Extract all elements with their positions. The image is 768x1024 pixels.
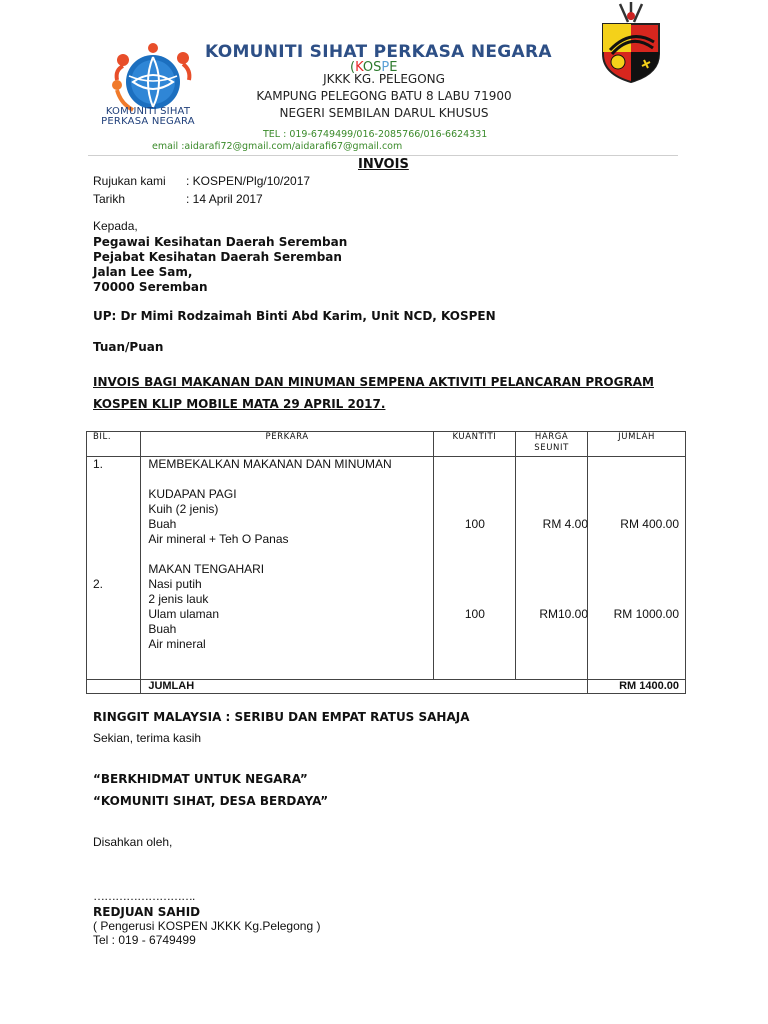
header-harga-line2: SEUNIT: [534, 443, 569, 453]
logo-text-line2: PERKASA NEGARA: [101, 116, 195, 127]
kospe-open: (: [350, 60, 356, 75]
email-line: email :aidarafi72@gmail.com/aidarafi67@gmail.com: [152, 141, 403, 152]
item-2-quantity: 100: [464, 607, 485, 621]
invoice-table: [86, 431, 686, 694]
item-2-subtitle: MAKAN TENGAHARI: [148, 562, 265, 576]
motto-2: “KOMUNITI SIHAT, DESA BERDAYA”: [93, 794, 329, 808]
header-jumlah: JUMLAH: [588, 432, 686, 457]
header-bil: BIL.: [87, 432, 141, 457]
table-total-row: [87, 680, 686, 694]
kospe-s: S: [373, 60, 382, 75]
signer-title: ( Pengerusi KOSPEN JKKK Kg.Pelegong ): [93, 919, 321, 933]
document-title: INVOIS: [358, 157, 409, 172]
header-kuantiti: KUANTITI: [433, 432, 515, 457]
cell-bil: [87, 457, 141, 680]
kospe-k: K: [355, 60, 363, 75]
date-value: : 14 April 2017: [186, 192, 263, 206]
item-2-line-2: 2 jenis lauk: [148, 592, 209, 606]
item-1-line-1: Kuih (2 jenis): [148, 502, 219, 516]
item-1-line-2: Buah: [148, 517, 177, 531]
subject-line-2: KOSPEN KLIP MOBILE MATA 29 APRIL 2017.: [93, 397, 386, 411]
table-header-row: [87, 432, 686, 457]
recipient-line-3: Jalan Lee Sam,: [93, 265, 193, 279]
kospe-o: O: [362, 60, 374, 75]
date-label: Tarikh: [93, 192, 126, 206]
address-line-2: KAMPUNG PELEGONG BATU 8 LABU 71900: [256, 89, 512, 103]
logo-text-line1: KOMUNITI SIHAT: [105, 106, 191, 117]
total-label: JUMLAH: [141, 680, 588, 694]
signer-name: REDJUAN SAHID: [93, 905, 201, 919]
item-1-number: 1.: [93, 457, 104, 471]
address-line-3: NEGERI SEMBILAN DARUL KHUSUS: [279, 106, 489, 120]
header-divider: [88, 155, 678, 156]
table-row: [87, 457, 686, 680]
to-label: Kepada,: [93, 219, 138, 233]
item-2-line-3: Ulam ulaman: [148, 607, 220, 621]
total-empty-cell: [87, 680, 141, 694]
item-2-line-5: Air mineral: [148, 637, 206, 651]
item-1-line-3: Air mineral + Teh O Panas: [148, 532, 289, 546]
header-harga-seunit: [516, 432, 588, 457]
recipient-line-4: 70000 Seremban: [93, 280, 208, 294]
attention-line: UP: Dr Mimi Rodzaimah Binti Abd Karim, Unit NCD, KOSPEN: [93, 309, 496, 323]
kospe-p: P: [381, 60, 390, 75]
amount-in-words: RINGGIT MALAYSIA : SERIBU DAN EMPAT RATUS SAHAJA: [93, 710, 470, 724]
item-2-number: 2.: [93, 577, 104, 591]
telephone-line: TEL : 019-6749499/016-2085766/016-6624331: [263, 129, 488, 140]
negeri-sembilan-crest-icon: [598, 2, 664, 84]
closing-text: Sekian, terima kasih: [93, 731, 202, 745]
address-line-1: JKKK KG. PELEGONG: [323, 72, 445, 86]
subject-line-1: INVOIS BAGI MAKANAN DAN MINUMAN SEMPENA AKTIVITI PELANCARAN PROGRAM: [93, 375, 654, 389]
reference-value: : KOSPEN/Plg/10/2017: [186, 174, 311, 188]
header-harga-line1: HARGA: [534, 432, 569, 442]
item-2-unit-price: RM10.00: [539, 607, 589, 621]
item-2-total: RM 1000.00: [613, 607, 679, 621]
organization-name: KOMUNITI SIHAT PERKASA NEGARA: [205, 42, 552, 62]
state-crest: [598, 2, 664, 84]
cell-kuantiti: [433, 457, 515, 680]
salutation: Tuan/Puan: [93, 340, 164, 354]
reference-label: Rujukan kami: [93, 174, 166, 188]
item-1-title: MEMBEKALKAN MAKANAN DAN MINUMAN: [148, 457, 392, 471]
item-2-line-1: Nasi putih: [148, 577, 202, 591]
total-value: RM 1400.00: [588, 680, 686, 694]
header-perkara: PERKARA: [141, 432, 434, 457]
cell-perkara: [141, 457, 434, 680]
item-1-quantity: 100: [464, 517, 485, 531]
approved-by: Disahkan oleh,: [93, 835, 173, 849]
signer-telephone: Tel : 019 - 6749499: [93, 933, 196, 947]
cell-harga: [516, 457, 588, 680]
motto-1: “BERKHIDMAT UNTUK NEGARA”: [93, 772, 308, 786]
kospe-e: E: [389, 60, 398, 75]
item-1-total: RM 400.00: [620, 517, 679, 531]
item-2-line-4: Buah: [148, 622, 177, 636]
item-1-unit-price: RM 4.00: [542, 517, 589, 531]
item-1-subtitle: KUDAPAN PAGI: [148, 487, 237, 501]
recipient-line-1: Pegawai Kesihatan Daerah Seremban: [93, 235, 348, 249]
recipient-line-2: Pejabat Kesihatan Daerah Seremban: [93, 250, 342, 264]
signature-line: ……………………….: [93, 889, 195, 903]
cell-jumlah: [588, 457, 686, 680]
